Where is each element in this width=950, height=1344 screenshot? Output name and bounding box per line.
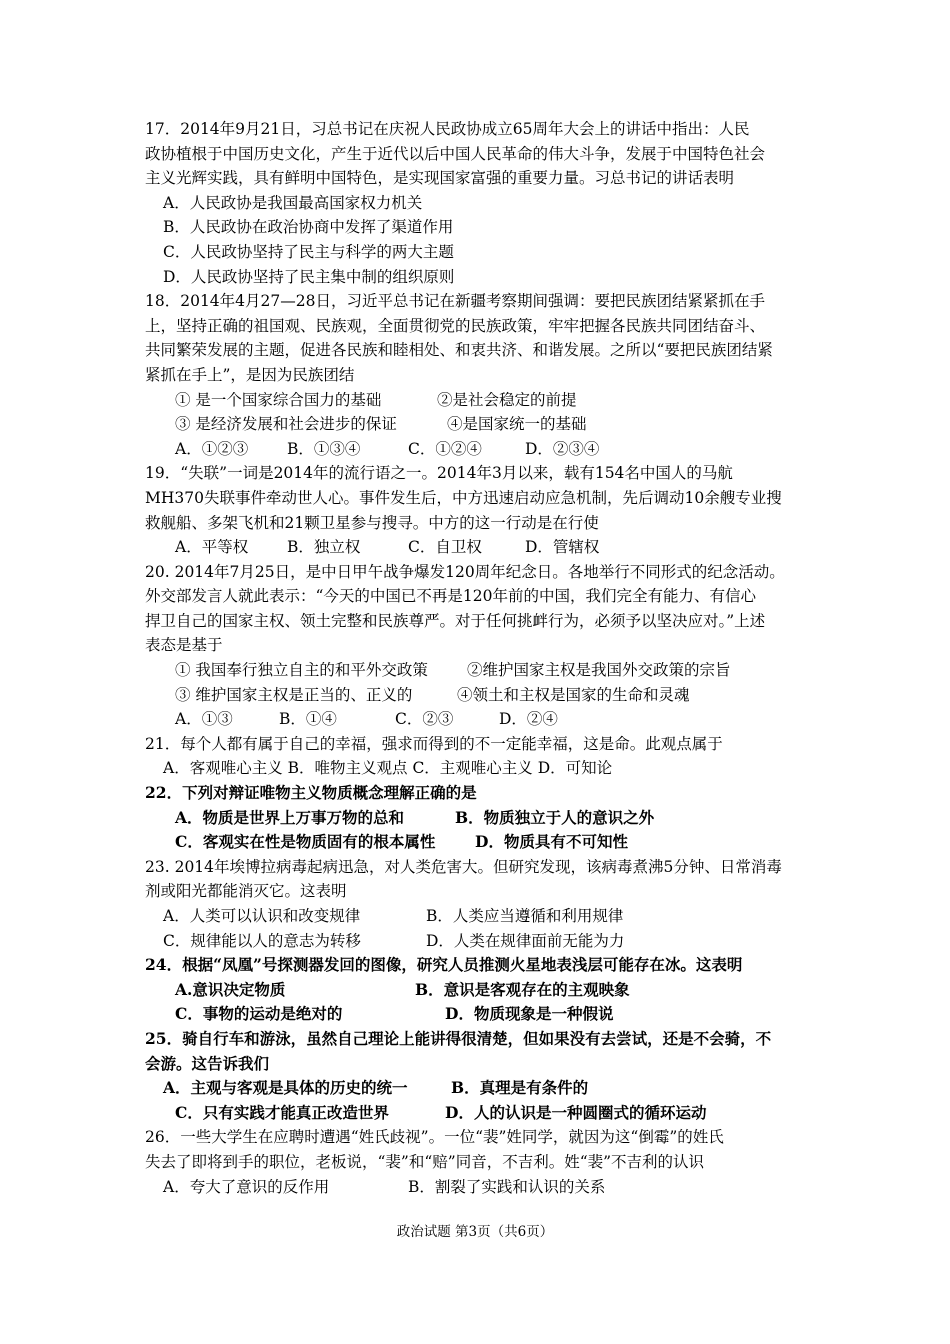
text-line: 19．“失联”一词是2014年的流行语之一。2014年3月以来，载有154名中国人的马航 [145, 464, 733, 483]
option-item: ④是国家统一的基础 [447, 415, 587, 434]
option-item: A.意识决定物质 [175, 979, 286, 999]
text-line [145, 978, 825, 1003]
question-list [145, 117, 825, 1199]
option-item: B．人类应当遵循和利用规律 [426, 907, 624, 925]
option-item: B．①④ [279, 710, 337, 729]
text-line: 救舰船、多架飞机和21颗卫星参与搜寻。中方的这一行动是在行使 [145, 513, 599, 532]
option-item: ②维护国家主权是我国外交政策的宗旨 [467, 661, 731, 680]
option-item: D．②④ [499, 710, 558, 729]
text-line: B．人民政协在政治协商中发挥了渠道作用 [163, 218, 454, 237]
option-item: C．只有实践才能真正改造世界 [175, 1102, 389, 1122]
option-item: ③ 是经济发展和社会进步的保证 [175, 415, 397, 434]
text-line: 22．下列对辩证唯物主义物质概念理解正确的是 [145, 783, 477, 803]
text-line [145, 929, 825, 954]
text-line: 外交部发言人就此表示：“今天的中国已不再是120年前的中国，我们完全有能力、有信心 [145, 587, 757, 606]
option-item: A．人类可以认识和改变规律 [163, 907, 361, 925]
option-item: A．物质是世界上万事万物的总和 [175, 807, 405, 827]
option-item: B．割裂了实践和认识的关系 [408, 1177, 606, 1196]
option-item: D．人的认识是一种圆圈式的循环运动 [445, 1102, 707, 1122]
option-item: A．①③ [175, 710, 233, 729]
text-line [145, 707, 825, 732]
text-line: A．客观唯心主义 B．唯物主义观点 C．主观唯心主义 D．可知论 [163, 759, 613, 778]
option-item: D．物质具有不可知性 [475, 832, 628, 852]
text-line [145, 904, 825, 929]
text-line: 24．根据“凤凰”号探测器发回的图像，研究人员推测火星地表浅层可能存在冰。这表明 [145, 955, 743, 975]
option-item: D．人类在规律面前无能为力 [426, 931, 625, 950]
option-item: C．①②④ [408, 439, 482, 458]
text-line [145, 1002, 825, 1027]
text-line: 剂或阳光都能消灭它。这表明 [145, 882, 347, 901]
text-line: 23. 2014年埃博拉病毒起病迅急，对人类危害大。但研究发现，该病毒煮沸5分钟、日常消毒 [145, 857, 782, 876]
option-item: B．独立权 [287, 538, 361, 557]
option-item: A．平等权 [175, 538, 249, 557]
text-line [145, 683, 825, 708]
text-line: 紧抓在手上”，是因为民族团结 [145, 365, 355, 384]
option-item: ① 我国奉行独立自主的和平外交政策 [175, 661, 428, 680]
text-line: 26．一些大学生在应聘时遭遇“姓氏歧视”。一位“裴”姓同学，就因为这“倒霉”的姓氏 [145, 1128, 724, 1147]
option-item: ②是社会稳定的前提 [437, 390, 577, 409]
option-item: C．自卫权 [408, 538, 482, 557]
text-line [145, 806, 825, 831]
text-line: C．人民政协坚持了民主与科学的两大主题 [163, 242, 454, 261]
text-line [145, 658, 825, 683]
text-line: A．人民政协是我国最高国家权力机关 [163, 193, 423, 212]
text-line: 政协植根于中国历史文化，产生于近代以后中国人民革命的伟大斗争，发展于中国特色社会 [145, 144, 766, 163]
text-line: 会游。这告诉我们 [145, 1053, 270, 1073]
page-footer: 政治试题 第3页（共6页） [396, 1224, 554, 1240]
option-item: ④领土和主权是国家的生命和灵魂 [457, 685, 690, 704]
text-line: 共同繁荣发展的主题，促进各民族和睦相处、和衷共济、和谐发展。之所以“要把民族团结紧 [145, 341, 773, 360]
option-item: B．意识是客观存在的主观映象 [415, 979, 630, 999]
option-item: B．真理是有条件的 [451, 1078, 589, 1098]
text-line [145, 388, 825, 413]
text-line [145, 437, 825, 462]
text-line: D．人民政协坚持了民主集中制的组织原则 [163, 267, 455, 286]
text-line [145, 535, 825, 560]
text-line [145, 1076, 825, 1101]
option-item: ① 是一个国家综合国力的基础 [175, 390, 382, 409]
option-item: D．物质现象是一种假说 [445, 1004, 614, 1024]
text-line: 主义光辉实践，具有鲜明中国特色，是实现国家富强的重要力量。习总书记的讲话表明 [145, 169, 735, 188]
text-line [145, 412, 825, 437]
option-item: C．客观实在性是物质固有的根本属性 [175, 832, 436, 852]
text-line: MH370失联事件牵动世人心。事件发生后，中方迅速启动应急机制，先后调动10余艘专业搜 [145, 488, 782, 507]
text-line: 20. 2014年7月25日，是中日甲午战争爆发120周年纪念日。各地举行不同形式的纪念活动。 [145, 562, 785, 581]
option-item: A．①②③ [175, 439, 249, 458]
option-item: C．规律能以人的意志为转移 [163, 931, 361, 950]
text-line [145, 830, 825, 855]
text-line: 21．每个人都有属于自己的幸福，强求而得到的不一定能幸福，这是命。此观点属于 [145, 734, 723, 753]
text-line [145, 1175, 825, 1200]
text-line [145, 1101, 825, 1126]
option-item: D．管辖权 [525, 538, 600, 557]
option-item: C．事物的运动是绝对的 [175, 1004, 343, 1024]
option-item: A．主观与客观是具体的历史的统一 [163, 1078, 408, 1098]
option-item: ③ 维护国家主权是正当的、正义的 [175, 685, 413, 704]
option-item: B．①③④ [287, 439, 361, 458]
text-line: 25．骑自行车和游泳，虽然自己理论上能讲得很清楚，但如果没有去尝试，还是不会骑，不 [145, 1028, 772, 1048]
option-item: C．②③ [395, 710, 454, 729]
text-line: 失去了即将到手的职位，老板说，“裴”和“赔”同音，不吉利。姓“裴”不吉利的认识 [145, 1152, 705, 1171]
option-item: A．夸大了意识的反作用 [163, 1177, 330, 1196]
option-item: B．物质独立于人的意识之外 [455, 807, 655, 827]
text-line: 18．2014年4月27—28日，习近平总书记在新疆考察期间强调：要把民族团结紧紧抓在手 [145, 292, 765, 311]
option-item: D．②③④ [525, 439, 600, 458]
text-line: 表态是基于 [145, 636, 223, 655]
text-line: 上，坚持正确的祖国观、民族观，全面贯彻党的民族政策，牢牢把握各民族共同团结奋斗、 [145, 316, 766, 335]
text-line: 捍卫自己的国家主权、领土完整和民族尊严。对于任何挑衅行为，必须予以坚决应对。”上述 [145, 611, 766, 630]
text-line: 17．2014年9月21日，习总书记在庆祝人民政协成立65周年大会上的讲话中指出：人民 [145, 120, 750, 138]
